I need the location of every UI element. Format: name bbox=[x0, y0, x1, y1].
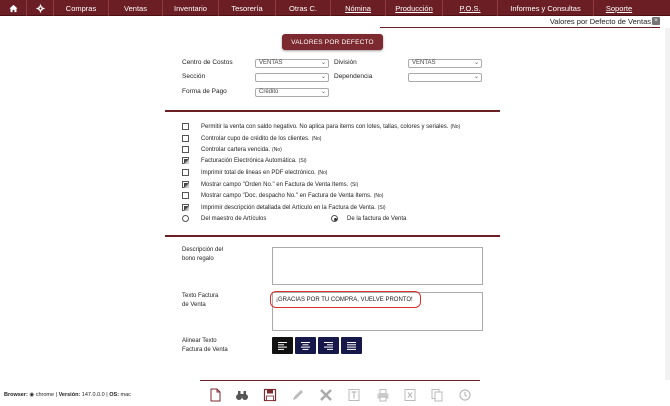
nav-pos[interactable]: P.O.S. bbox=[443, 0, 498, 16]
browser-info: Browser: ◉ chrome | Versión: 147.0.0.0 | OS: mac bbox=[4, 392, 131, 398]
align-right-button[interactable] bbox=[318, 337, 339, 354]
option-row[interactable] bbox=[182, 181, 358, 188]
texto-factura-value: ¡GRACIAS POR TU COMPRA, VUELVE PRONTO! bbox=[276, 297, 413, 303]
excel-icon[interactable] bbox=[402, 387, 418, 403]
align-center-button[interactable] bbox=[295, 337, 316, 354]
option-state: (No) bbox=[272, 146, 282, 153]
edit-pencil-icon[interactable] bbox=[290, 387, 306, 403]
chevron-down-icon: ⌄ bbox=[320, 74, 326, 80]
chrome-icon: ◉ bbox=[29, 392, 35, 398]
new-document-icon[interactable] bbox=[207, 387, 223, 403]
copy-icon[interactable] bbox=[429, 387, 445, 403]
chevron-down-icon: ⌄ bbox=[320, 89, 326, 95]
radio-label: Del maestro de Artículos bbox=[201, 215, 267, 222]
version-label: Versión: bbox=[58, 392, 81, 398]
os-value: mac bbox=[120, 392, 131, 398]
gear-icon[interactable] bbox=[27, 0, 54, 16]
nav-soporte[interactable]: Soporte bbox=[605, 3, 633, 13]
option-state: (No) bbox=[373, 192, 384, 199]
texto-factura-label-line2: de Venta bbox=[182, 302, 206, 308]
chevron-down-icon: ⌄ bbox=[473, 74, 479, 80]
dependencia-label: Dependencia bbox=[334, 73, 373, 80]
option-label: Imprimir total de lineas en PDF electrónico. bbox=[201, 169, 316, 176]
forma-pago-select[interactable] bbox=[255, 88, 329, 97]
window-title: Valores por Defecto de Ventas bbox=[549, 17, 651, 26]
nav-ventas[interactable]: Ventas bbox=[109, 0, 163, 16]
nav-otras[interactable]: Otras C. bbox=[276, 0, 331, 16]
option-checkbox[interactable] bbox=[182, 146, 189, 153]
option-checkbox[interactable] bbox=[182, 204, 189, 211]
option-row[interactable] bbox=[182, 169, 327, 176]
seccion-label: Sección bbox=[182, 73, 206, 80]
nav-nomina[interactable]: Nómina bbox=[331, 0, 386, 16]
nav-produccion[interactable]: Producción bbox=[386, 0, 443, 16]
bono-label-line1: Descripción del bbox=[182, 247, 224, 253]
option-state: (No) bbox=[450, 123, 461, 130]
section-divider bbox=[165, 110, 500, 112]
save-icon[interactable] bbox=[262, 387, 278, 403]
scrollbar[interactable] bbox=[665, 28, 670, 380]
nav-inventario[interactable]: Inventario bbox=[163, 0, 219, 16]
option-checkbox[interactable] bbox=[182, 181, 189, 188]
os-label: OS: bbox=[109, 392, 120, 398]
browser-value: chrome bbox=[35, 392, 55, 398]
option-row[interactable] bbox=[182, 157, 307, 164]
option-checkbox[interactable] bbox=[182, 135, 189, 142]
align-justify-button[interactable] bbox=[341, 337, 362, 354]
centro-costos-select[interactable] bbox=[255, 59, 329, 68]
option-state: (Si) bbox=[377, 204, 386, 211]
action-toolbar bbox=[200, 380, 480, 406]
forma-pago-value: Crédito bbox=[259, 89, 279, 95]
text-icon[interactable] bbox=[346, 387, 362, 403]
home-icon[interactable] bbox=[0, 0, 27, 16]
browser-label: Browser: bbox=[4, 392, 28, 398]
align-justify-icon bbox=[347, 342, 356, 350]
radio-factura[interactable] bbox=[331, 215, 406, 222]
option-row[interactable] bbox=[182, 123, 460, 130]
option-checkbox[interactable] bbox=[182, 123, 189, 130]
centro-costos-value: VENTAS bbox=[259, 60, 283, 66]
history-icon[interactable] bbox=[457, 387, 473, 403]
forma-pago-label: Forma de Pago bbox=[182, 88, 227, 95]
option-row[interactable] bbox=[182, 204, 386, 211]
chevron-down-icon: ⌄ bbox=[473, 60, 479, 66]
delete-x-icon[interactable] bbox=[318, 387, 334, 403]
align-right-icon bbox=[324, 342, 333, 350]
division-value: VENTAS bbox=[412, 60, 436, 66]
option-label: Facturación Electrónica Automática. bbox=[201, 157, 297, 164]
option-state: (Si) bbox=[298, 157, 307, 164]
option-label: Mostrar campo "Orden No." en Factura de Venta Items. bbox=[201, 181, 349, 188]
radio-maestro[interactable] bbox=[182, 215, 266, 222]
option-label: Controlar cartera vencida. bbox=[201, 146, 271, 153]
main-panel bbox=[0, 28, 665, 380]
radio-label: De la factura de Venta bbox=[347, 215, 407, 222]
option-label: Controlar cupo de crédito de los clientes. bbox=[201, 135, 310, 142]
option-checkbox[interactable] bbox=[182, 192, 189, 199]
close-icon[interactable]: × bbox=[652, 17, 660, 25]
binoculars-icon[interactable] bbox=[234, 387, 250, 403]
centro-costos-label: Centro de Costos bbox=[182, 59, 233, 66]
option-state: (No) bbox=[317, 169, 328, 176]
option-checkbox[interactable] bbox=[182, 157, 189, 164]
nav-informes[interactable]: Informes y Consultas bbox=[498, 0, 594, 16]
radio-button[interactable] bbox=[182, 215, 189, 222]
dependencia-select[interactable] bbox=[408, 73, 482, 82]
option-row[interactable] bbox=[182, 192, 383, 199]
seccion-select[interactable] bbox=[255, 73, 329, 82]
option-label: Imprimir descripción detallada del Artículo en la Factura de Venta. bbox=[201, 204, 376, 211]
option-checkbox[interactable] bbox=[182, 169, 189, 176]
option-row[interactable] bbox=[182, 146, 282, 153]
chevron-down-icon: ⌄ bbox=[320, 60, 326, 66]
defaults-header-button[interactable]: VALORES POR DEFECTO bbox=[282, 34, 383, 50]
division-select[interactable] bbox=[408, 59, 482, 68]
align-center-icon bbox=[301, 342, 310, 350]
version-value: 147.0.0.0 bbox=[81, 392, 105, 398]
nav-tesoreria[interactable]: Tesorería bbox=[219, 0, 276, 16]
option-label: Mostrar campo "Doc. despacho No." en Factura de Venta Items. bbox=[201, 192, 372, 199]
bono-textarea[interactable] bbox=[272, 247, 483, 285]
option-row[interactable] bbox=[182, 135, 321, 142]
texto-factura-label-line1: Texto Factura bbox=[182, 293, 219, 299]
division-label: División bbox=[334, 59, 357, 66]
align-left-icon bbox=[278, 342, 287, 350]
align-left-button[interactable] bbox=[272, 337, 293, 354]
print-icon[interactable] bbox=[375, 387, 391, 403]
option-state: (Si) bbox=[350, 181, 359, 188]
top-nav bbox=[0, 0, 670, 16]
nav-compras[interactable]: Compras bbox=[54, 0, 109, 16]
radio-button[interactable] bbox=[331, 215, 338, 222]
alinear-label-line2: Factura de Venta bbox=[182, 347, 228, 353]
alinear-label-line1: Alinear Texto bbox=[182, 338, 217, 344]
bono-label-line2: bono regalo bbox=[182, 256, 214, 262]
section-divider bbox=[165, 235, 500, 237]
window-titlebar bbox=[0, 16, 670, 28]
option-label: Permitir la venta con saldo negativo. No aplica para items con lotes, tallas, colores y seriales. bbox=[201, 123, 449, 130]
option-state: (No) bbox=[311, 135, 322, 142]
highlight-annotation bbox=[270, 291, 421, 308]
